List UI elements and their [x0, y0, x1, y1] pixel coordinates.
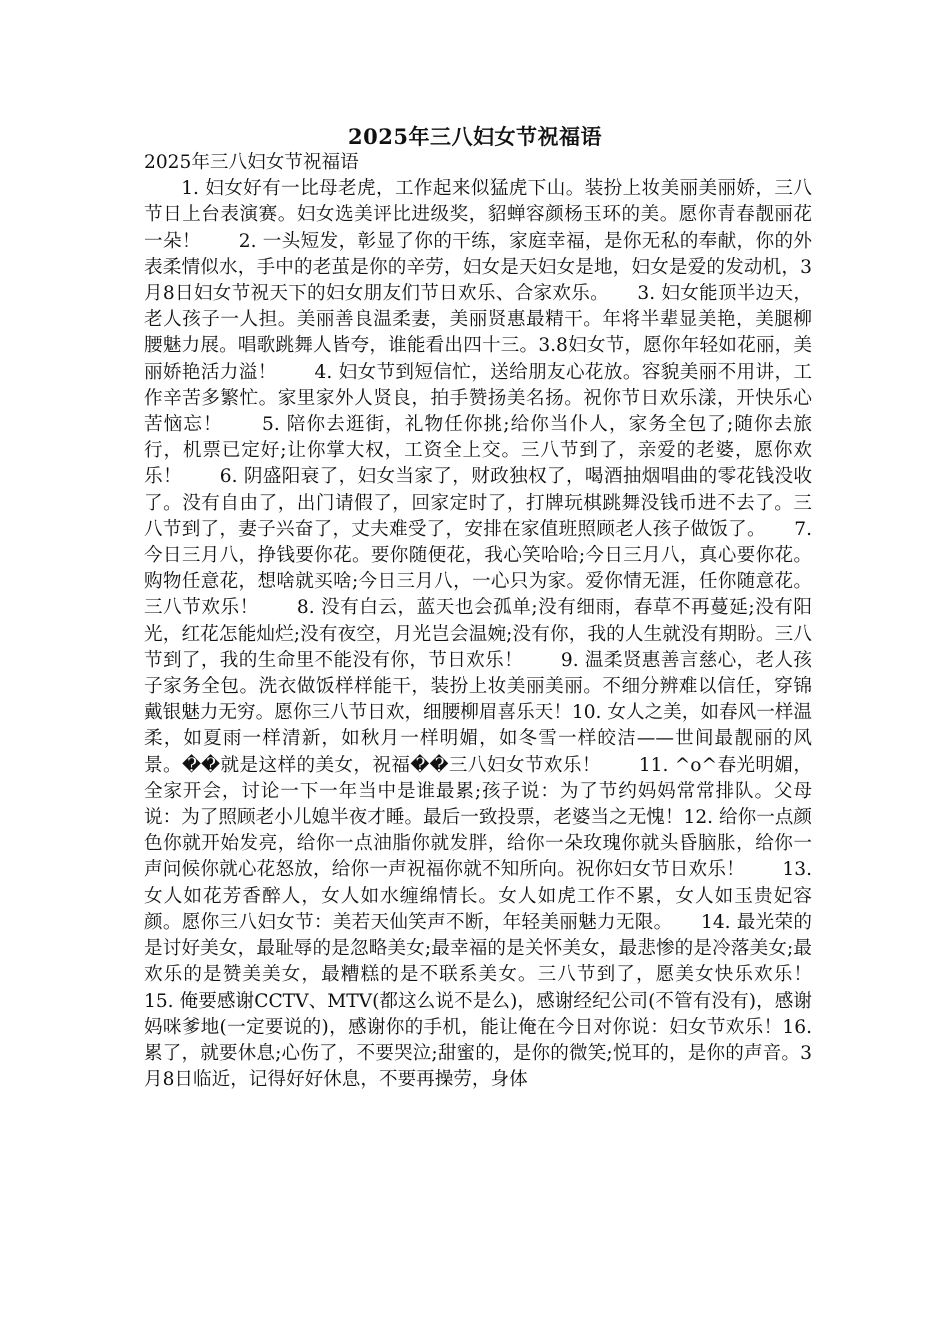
greetings-paragraph: 1. 妇女好有一比母老虎，工作起来似猛虎下山。装扮上妆美丽美丽娇，三八节日上台表演赛。妇女选美评比进级奖，貂蝉容颜杨玉环的美。愿你青春靓丽花一朵！ 2. 一头短发，彰显了你的干练，家庭幸福，是你无私的奉献，你的外表柔情似水，手中的老茧是你的辛劳，妇女是天妇女是地，妇女是爱的发动机，3月8日妇女节祝天下的妇女朋友们节日欢乐、合家欢乐。 3. 妇女能顶半边天，老人孩子一人担。美丽善良温柔妻，美丽贤惠最精干。年将半辈显美艳，美腿柳腰魅力展。唱歌跳舞人皆夸，谁能看出四十三。3.8妇女节，愿你年轻如花丽，美丽娇艳活力溢！ 4. 妇女节到短信忙，送给朋友心花放。容貌美丽不用讲，工作辛苦多繁忙。家里家外人贤良，拍手赞扬美名扬。祝你节日欢乐漾，开快乐心苦恼忘！ 5. 陪你去逛街，礼物任你挑;给你当仆人，家务全包了;随你去旅行，机票已定好;让你掌大权，工资全上交。三八节到了，亲爱的老婆，愿你欢乐！ 6. 阴盛阳衰了，妇女当家了，财政独权了，喝酒抽烟唱曲的零花钱没收了。没有自由了，出门请假了，回家定时了，打牌玩棋跳舞没钱币进不去了。三八节到了，妻子兴奋了，丈夫难受了，安排在家值班照顾老人孩子做饭了。 7. 今日三月八，挣钱要你花。要你随便花，我心笑哈哈;今日三月八，真心要你花。购物任意花，想啥就买啥;今日三月八，一心只为家。爱你情无涯，任你随意花。三八节欢乐！ 8. 没有白云，蓝天也会孤单;没有细雨，春草不再蔓延;没有阳光，红花怎能灿烂;没有夜空，月光岂会温婉;没有你，我的人生就没有期盼。三八节到了，我的生命里不能没有你，节日欢乐！ 9. 温柔贤惠善言慈心，老人孩子家务全包。洗衣做饭样样能干，装扮上妆美丽美丽。不细分辨难以信任，穿锦戴银魅力无穷。愿你三八节日欢，细腰柳眉喜乐天！10. 女人之美，如春风一样温柔，如夏雨一样清新，如秋月一样明媚，如冬雪一样皎洁——世间最靓丽的风景。��就是这样的美女，祝福��三八妇女节欢乐！ 11. ^o^春光明媚，全家开会，讨论一下一年当中是谁最累;孩子说：为了节约妈妈常常排队。父母说：为了照顾老小儿媳半夜才睡。最后一致投票，老婆当之无愧！12. 给你一点颜色你就开始发亮，给你一点油脂你就发胖，给你一朵玫瑰你就头昏脑胀，给你一声问候你就心花怒放，给你一声祝福你就不知所向。祝你妇女节日欢乐！ 13. 女人如花芳香醉人，女人如水缠绵情长。女人如虎工作不累，女人如玉贵妃容颜。愿你三八妇女节：美若天仙笑声不断，年轻美丽魅力无限。 14. 最光荣的是讨好美女，最耻辱的是忽略美女;最幸福的是关怀美女，最悲惨的是冷落美女;最欢乐的是赞美美女，最糟糕的是不联系美女。三八节到了，愿美女快乐欢乐！ 15. 俺要感谢CCTV、MTV(都这么说不是么)，感谢经纪公司(不管有没有)，感谢妈咪爹地(一定要说的)，感谢你的手机，能让俺在今日对你说：妇女节欢乐！16. 累了，就要休息;心伤了，不要哭泣;甜蜜的，是你的微笑;悦耳的，是你的声音。3月8日临近，记得好好休息，不要再操劳，身体: [144, 178, 850, 1091]
document-subtitle: 2025年三八妇女节祝福语: [144, 152, 359, 173]
document-body: [144, 150, 850, 1093]
document-title: 2025年三八妇女节祝福语: [348, 124, 602, 149]
